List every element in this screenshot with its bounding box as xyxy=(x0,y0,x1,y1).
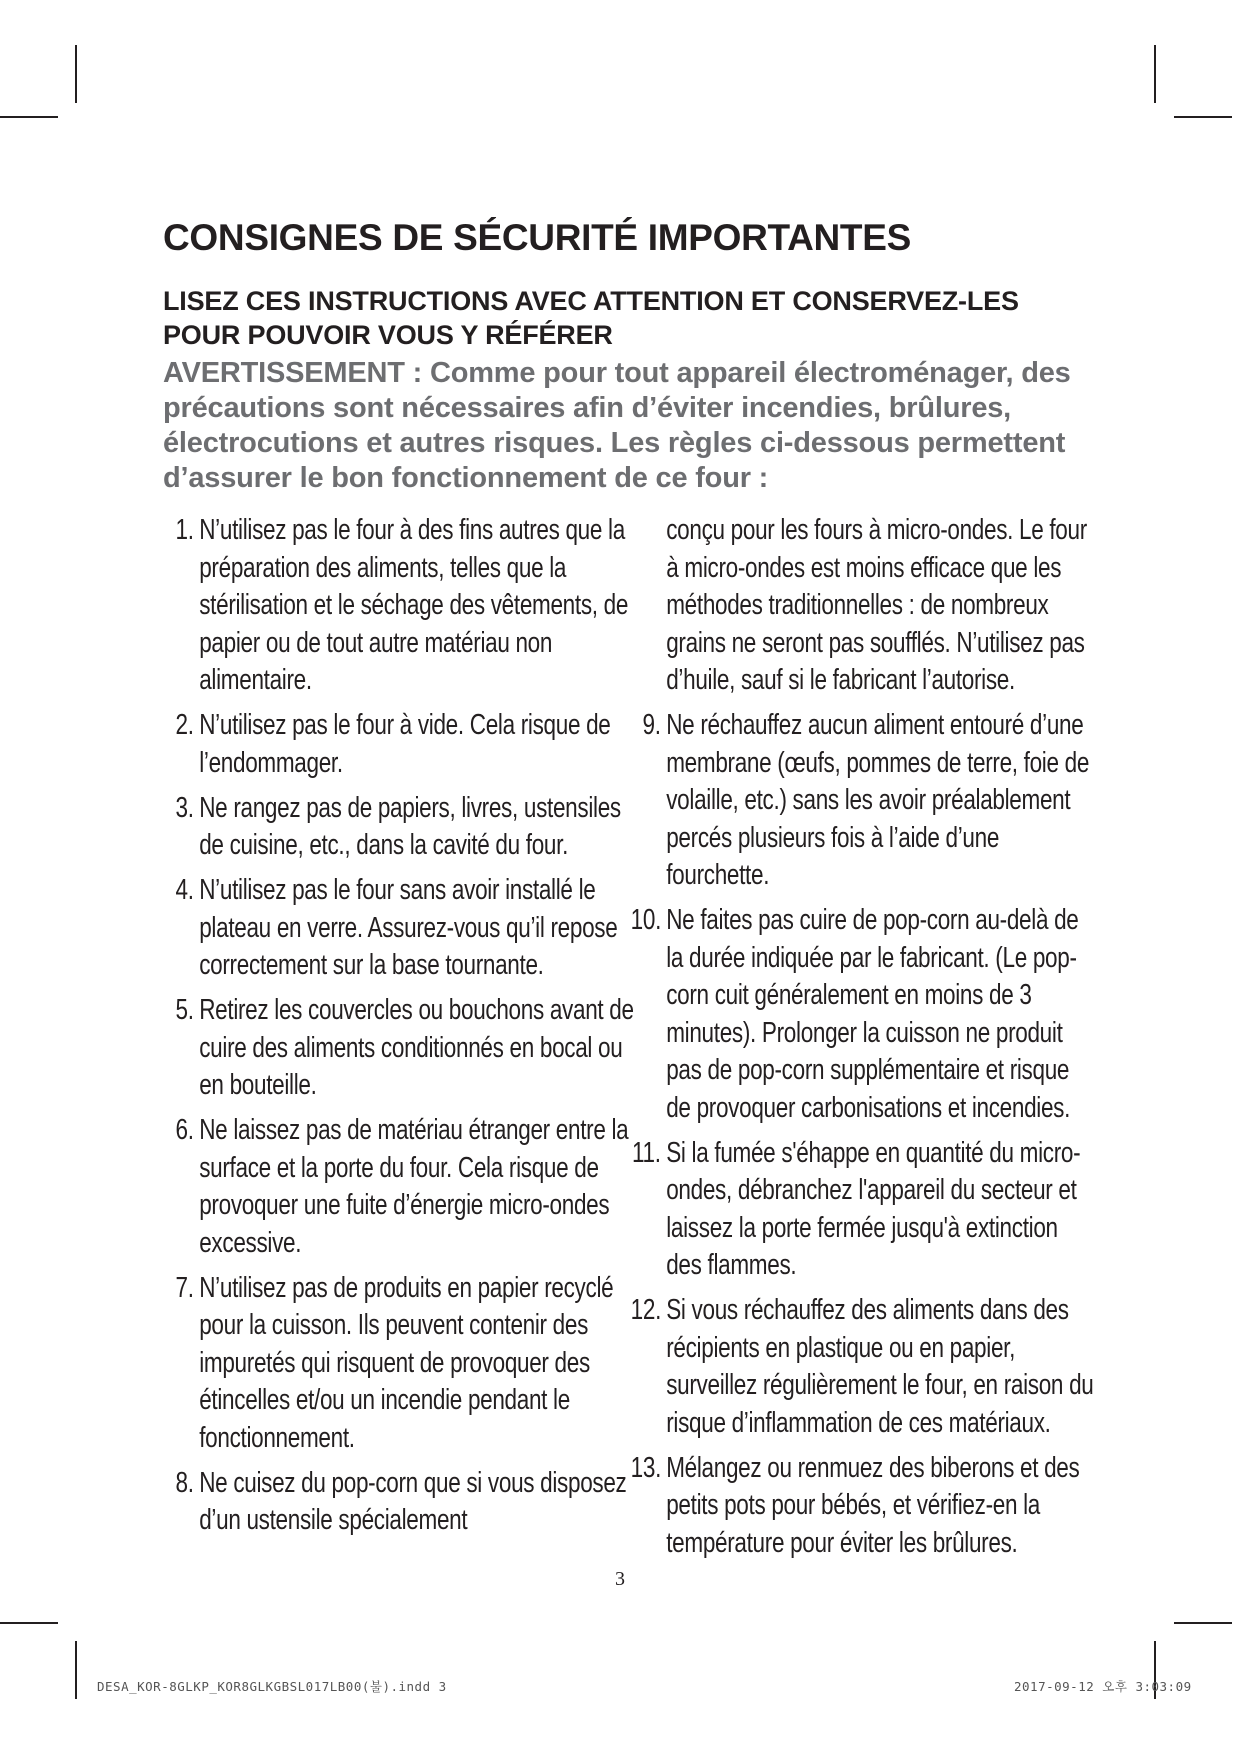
footer-timestamp: 2017-09-12 오후 3:03:09 xyxy=(1014,1679,1192,1694)
page-title: CONSIGNES DE SÉCURITÉ IMPORTANTES xyxy=(163,217,911,258)
crop-mark xyxy=(75,1641,77,1699)
warning-paragraph: AVERTISSEMENT : Comme pour tout appareil électroménager, des précautions sont nécessaires afin d’éviter incendies, brûlures, électrocutions et autres risques. Les règles ci-dessous permettent d’assurer le bon fonctionnement de ce four : xyxy=(163,357,1071,494)
list-item xyxy=(170,707,644,782)
instructions-column-left xyxy=(170,512,644,1547)
item-number: 1. xyxy=(175,514,194,546)
item-number: 4. xyxy=(175,874,194,906)
item-text: Ne cuisez du pop-corn que si vous disposez d’un ustensile spécialement xyxy=(199,1466,627,1536)
list-item xyxy=(170,872,644,985)
crop-mark xyxy=(1174,116,1232,118)
list-item xyxy=(170,992,644,1105)
item-number: 2. xyxy=(175,709,194,741)
item-number: 10. xyxy=(630,904,662,936)
item-number: 13. xyxy=(630,1451,662,1484)
instructions-column-right xyxy=(630,512,1095,1570)
list-item xyxy=(170,1112,644,1262)
item-number: 7. xyxy=(175,1271,194,1304)
item-text: Ne laissez pas de matériau étranger entre la surface et la porte du four. Cela risque de provoquer une fuite d’énergie micro-ondes excessive. xyxy=(199,1114,629,1259)
footer-filename: DESA_KOR-8GLKP_KOR8GLKGBSL017LB00(불).indd 3 xyxy=(97,1679,447,1694)
list-item xyxy=(170,1465,644,1540)
crop-mark xyxy=(1174,1622,1232,1624)
item-text: conçu pour les fours à micro-ondes. Le four à micro-ondes est moins efficace que les méthodes traditionnelles : de nombreux grains ne seront pas soufflés. N’utilisez pas d’huile, sauf si le fabricant l’autorise. xyxy=(666,514,1087,696)
item-number: 3. xyxy=(175,791,194,824)
item-text: Retirez les couvercles ou bouchons avant de cuire des aliments conditionnés en bocal ou en bouteille. xyxy=(199,994,634,1101)
item-text: Si la fumée s'éhappe en quantité du micro-ondes, débranchez l'appareil du secteur et laissez la porte fermée jusqu'à extinction des flammes. xyxy=(666,1136,1081,1281)
list-item xyxy=(170,512,644,700)
item-number: 9. xyxy=(642,709,661,741)
crop-mark xyxy=(0,116,58,118)
item-text: Ne rangez pas de papiers, livres, ustensiles de cuisine, etc., dans la cavité du four. xyxy=(199,791,621,861)
item-number: 6. xyxy=(175,1114,194,1146)
list-item xyxy=(170,1270,644,1458)
item-text: Ne faites pas cuire de pop-corn au-delà de la durée indiquée par le fabricant. (Le pop-corn cuit généralement en moins de 3 minutes). Prolonger la cuisson ne produit pas de pop-corn supplémentaire et risque de provoquer carbonisations et incendies. xyxy=(666,904,1079,1124)
crop-mark xyxy=(1154,45,1156,103)
list-item xyxy=(170,790,644,865)
item-text: N’utilisez pas de produits en papier recyclé pour la cuisson. Ils peuvent contenir des impuretés qui risquent de provoquer des étincelles et/ou un incendie pendant le fonctionnement. xyxy=(199,1271,614,1454)
item-text: Ne réchauffez aucun aliment entouré d’une membrane (œufs, pommes de terre, foie de volaille, etc.) sans les avoir préalablement percés plusieurs fois à l’aide d’une fourchette. xyxy=(666,709,1090,891)
item-text: Mélangez ou renmuez des biberons et des petits pots pour bébés, et vérifiez-en la température pour éviter les brûlures. xyxy=(666,1451,1080,1559)
list-item-continuation xyxy=(637,512,1095,700)
item-text: Si vous réchauffez des aliments dans des récipients en plastique ou en papier, surveillez régulièrement le four, en raison du risque d’inflammation de ces matériaux. xyxy=(666,1294,1094,1439)
page-number: 3 xyxy=(615,1568,625,1590)
list-item xyxy=(632,1135,1095,1285)
list-item xyxy=(637,707,1095,895)
list-item xyxy=(630,1292,1095,1442)
item-number: 8. xyxy=(175,1466,194,1499)
crop-mark xyxy=(0,1622,58,1624)
crop-mark xyxy=(75,45,77,103)
item-text: N’utilisez pas le four à vide. Cela risque de l’endommager. xyxy=(199,709,611,779)
list-item xyxy=(630,902,1095,1127)
item-number: 12. xyxy=(630,1294,662,1326)
subtitle: LISEZ CES INSTRUCTIONS AVEC ATTENTION ET CONSERVEZ-LES POUR POUVOIR VOUS Y RÉFÉRER xyxy=(163,286,1019,350)
item-text: N’utilisez pas le four sans avoir installé le plateau en verre. Assurez-vous qu’il repose correctement sur la base tournante. xyxy=(199,874,618,981)
item-number: 5. xyxy=(175,994,194,1026)
item-number: 11. xyxy=(632,1136,661,1169)
item-text: N’utilisez pas le four à des fins autres que la préparation des aliments, telles que la stérilisation et le séchage des vêtements, de papier ou de tout autre matériau non alimentaire. xyxy=(199,514,629,696)
list-item xyxy=(630,1450,1095,1563)
